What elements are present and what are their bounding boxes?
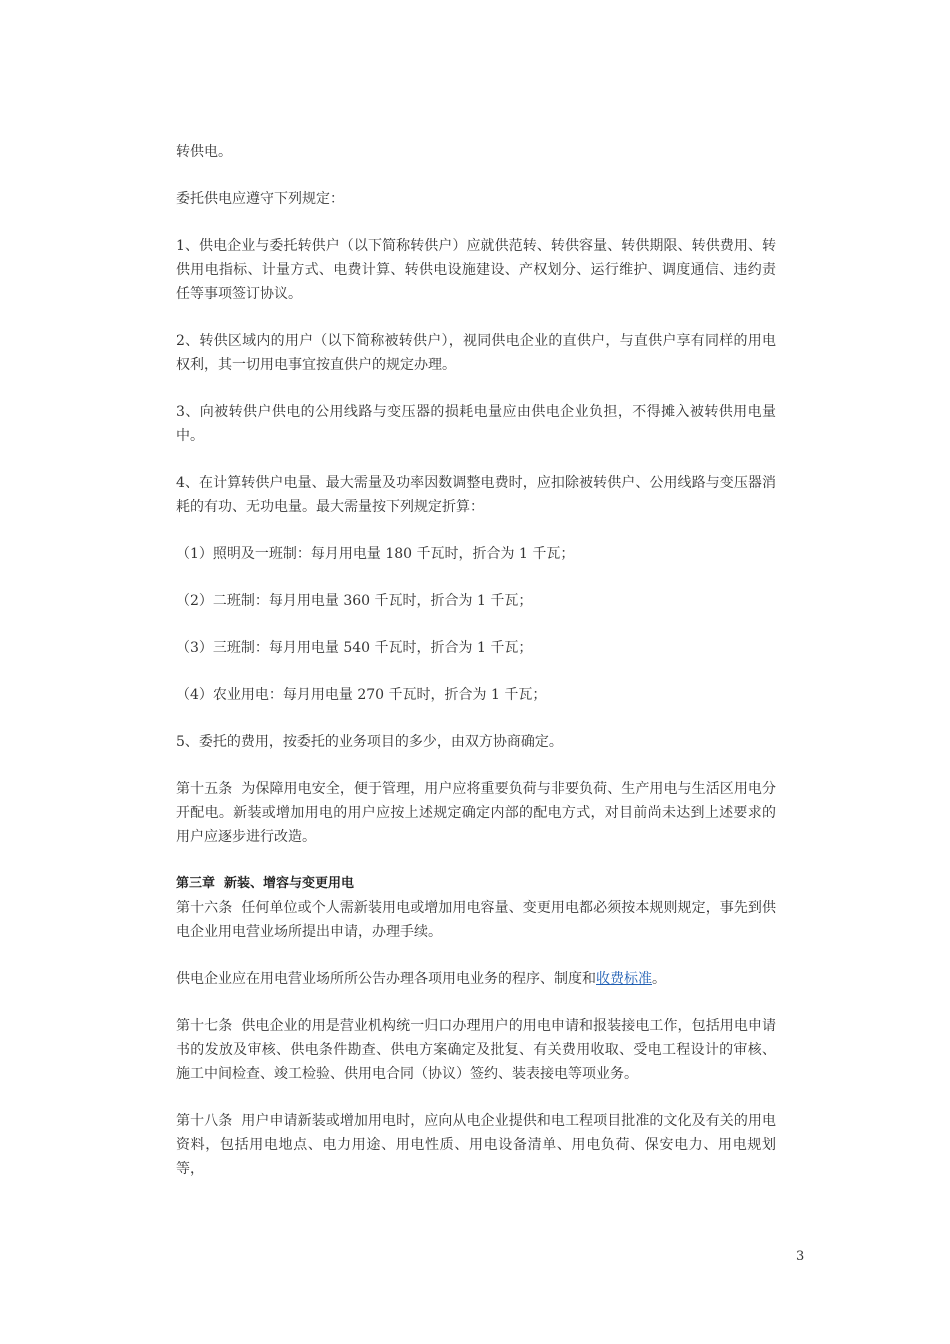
paragraph: 第十五条 为保障用电安全，便于管理，用户应将重要负荷与非要负荷、生产用电与生活区用电分开配电。新装或增加用电的用户应按上述规定确定内部的配电方式，对目前尚未达到上述要求的用户应逐步进行改造。 xyxy=(176,781,776,845)
paragraph: 3、向被转供户供电的公用线路与变压器的损耗电量应由供电企业负担，不得摊入被转供用电量中。 xyxy=(176,404,776,444)
paragraph: 转供电。 xyxy=(176,144,232,160)
paragraph: （1）照明及一班制：每月用电量 180 千瓦时，折合为 1 千瓦； xyxy=(176,546,575,562)
paragraph-article-17: 第十七条 供电企业的用是营业机构统一归口办理用户的用电申请和报装接电工作，包括用电申请书的发放及审核、供电条件勘查、供电方案确定及批复、有关费用收取、受电工程设计的审核、施工中间检查、竣工检验、供用电合同（协议）签约、装表接电等项业务。 xyxy=(176,1018,776,1082)
paragraph: 4、在计算转供户电量、最大需量及功率因数调整电费时，应扣除被转供户、公用线路与变压器消耗的有功、无功电量。最大需量按下列规定折算： xyxy=(176,475,776,515)
document-body xyxy=(176,140,776,1204)
paragraph-article-16: 第十六条 任何单位或个人需新装用电或增加用电容量、变更用电都必须按本规则规定，事先到供电企业用电营业场所提出申请，办理手续。 xyxy=(176,900,776,940)
notice-end: 。 xyxy=(652,971,666,987)
paragraph: 1、供电企业与委托转供户（以下简称转供户）应就供范转、转供容量、转供期限、转供费用、转供用电指标、计量方式、电费计算、转供电设施建设、产权划分、运行维护、调度通信、违约责任等事项签订协议。 xyxy=(176,238,776,302)
paragraph-article-18: 第十八条 用户申请新装或增加用电时，应向从电企业提供和电工程项目批准的文化及有关的用电资料，包括用电地点、电力用途、用电性质、用电设备清单、用电负荷、保安电力、用电规划等， xyxy=(176,1113,776,1177)
notice-text: 供电企业应在用电营业场所所公告办理各项用电业务的程序、制度和 xyxy=(176,971,596,987)
paragraph: （3）三班制：每月用电量 540 千瓦时，折合为 1 千瓦； xyxy=(176,640,533,656)
page-number: 3 xyxy=(796,1249,805,1264)
chapter-heading: 第三章 新装、增容与变更用电 xyxy=(176,876,355,891)
paragraph: 委托供电应遵守下列规定： xyxy=(176,191,344,207)
paragraph: （4）农业用电：每月用电量 270 千瓦时，折合为 1 千瓦； xyxy=(176,687,547,703)
paragraph: 5、委托的费用，按委托的业务项目的多少，由双方协商确定。 xyxy=(176,734,563,750)
paragraph: （2）二班制：每月用电量 360 千瓦时，折合为 1 千瓦； xyxy=(176,593,533,609)
paragraph-notice xyxy=(176,967,776,991)
paragraph: 2、转供区域内的用户（以下简称被转供户），视同供电企业的直供户，与直供户享有同样的用电权利，其一切用电事宜按直供户的规定办理。 xyxy=(176,333,776,373)
fee-standard-link[interactable]: 收费标准 xyxy=(596,971,652,987)
